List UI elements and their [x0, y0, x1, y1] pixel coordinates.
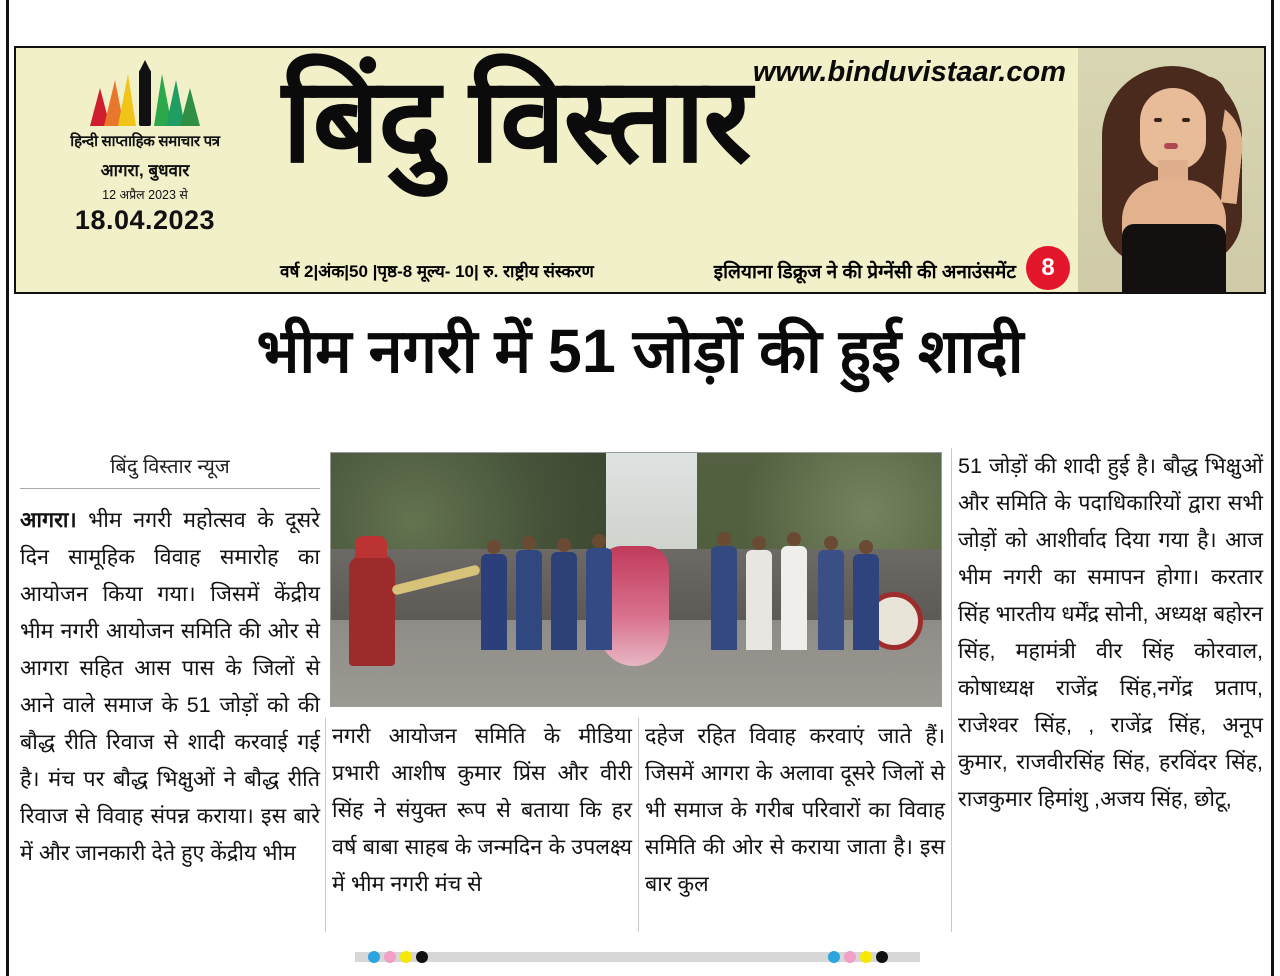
article-lead-dateline: आगरा।	[20, 508, 77, 532]
masthead-center-block	[274, 48, 1078, 292]
article-column-1	[20, 502, 320, 932]
byline-divider	[20, 488, 320, 489]
page-border-left	[6, 0, 9, 976]
photo-bandsman	[349, 556, 395, 666]
article-column-2: नगरी आयोजन समिति के मीडिया प्रभारी आशीष कुमार प्रिंस और वीरी सिंह ने संयुक्त रूप से बताया कि हर वर्ष बाबा साहब के जन्मदिन के उपलक्ष्य में भीम नगरी मंच से	[332, 724, 632, 896]
masthead-city-day: आगरा, बुधवार	[100, 161, 190, 180]
masthead	[14, 46, 1266, 294]
newspaper-logo	[70, 58, 220, 128]
masthead-since: 12 अप्रैल 2023 से	[102, 188, 188, 202]
article-column-3: दहेज रहित विवाह करवाएं जाते हैं। जिसमें आगरा के अलावा दूसरे जिलों से भी समाज के गरीब परिवारों का विवाह समिति की ओर से कराया जाता है। इस बार कुल	[645, 724, 945, 896]
masthead-edition-line: वर्ष 2|अंक|50 |पृष्ठ-8 मूल्य- 10| रु. राष्ट्रीय संस्करण	[280, 262, 594, 281]
article-column-4: 51 जोड़ों की शादी हुई है। बौद्ध भिक्षुओं और समिति के पदाधिकारियों द्वारा सभी जोड़ों को आशीर्वाद दिया गया है। आज भीम नगरी का समापन होगा। करतार सिंह भारतीय धर्मेंद्र सोनी, अध्यक्ष बहोरन सिंह, महामंत्री वीर सिंह कोरवाल, कोषाध्यक्ष राजेंद्र सिंह,नगेंद्र प्रताप, राजेश्वर सिंह, , राजेंद्र सिंह, अनूप कुमार, राजवीरसिंह सिंह, हरविंदर सिंह, राजकुमार हिमांशु ,अजय सिंह, छोटू,	[958, 454, 1263, 811]
page-border-right	[1271, 0, 1274, 976]
registration-dots-right	[828, 951, 888, 963]
column-divider-2	[638, 718, 639, 932]
masthead-celebrity-photo	[1078, 48, 1264, 292]
masthead-promo-text[interactable]: इलियाना डिक्रूज ने की प्रेग्नेंसी की अनाउंसमेंट	[713, 262, 1016, 283]
registration-dots-left	[368, 951, 428, 963]
article-column-1-text: भीम नगरी महोत्सव के दूसरे दिन सामूहिक विवाह समारोह का आयोजन किया गया। जिसमें केंद्रीय भीम नगरी आयोजन समिति की ओर से आगरा सहित आस पास के जिलों से आने वाले समाज के 51 जोड़ों को की बौद्ध रीति रिवाज से शादी करवाई गई है। मंच पर बौद्ध भिक्षुओं ने बौद्ध रीति रिवाज से विवाह संपन्न कराया। इस बारे में और जानकारी देते हुए केंद्रीय भीम	[20, 508, 320, 865]
masthead-tagline: हिन्दी साप्ताहिक समाचार पत्र	[70, 133, 220, 150]
byline: बिंदु विस्तार न्यूज	[110, 456, 230, 478]
masthead-left-block	[16, 48, 274, 292]
column-divider-1	[325, 718, 326, 932]
celebrity-illustration	[1078, 48, 1264, 292]
article-photo	[330, 452, 942, 707]
page-headline: भीम नगरी में 51 जोड़ों की हुई शादी	[256, 317, 1024, 385]
masthead-title: बिंदु विस्तार	[282, 55, 750, 187]
print-registration-footer	[0, 948, 1280, 968]
logo-fan-icon	[70, 58, 220, 128]
masthead-website[interactable]: www.binduvistaar.com	[752, 56, 1066, 88]
masthead-promo-page-badge[interactable]: 8	[1026, 246, 1070, 290]
masthead-date: 18.04.2023	[74, 205, 216, 235]
column-divider-3	[951, 448, 952, 932]
